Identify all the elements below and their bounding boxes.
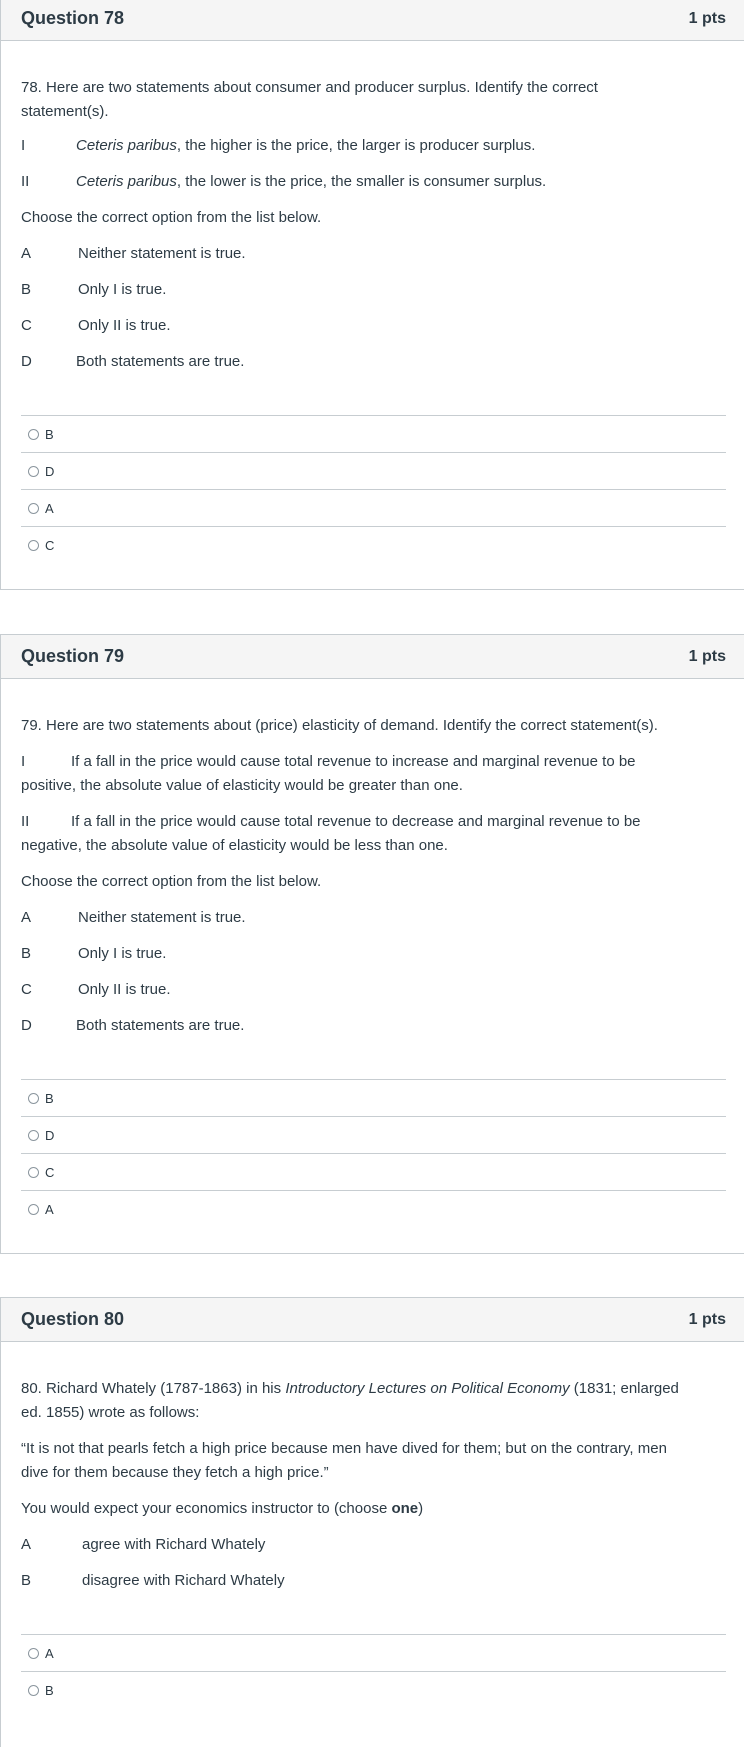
expect-instruction: You would expect your economics instructor to (choose one) — [21, 1500, 424, 1517]
question-78 — [0, 0, 744, 590]
option-text: Both statements are true. — [76, 353, 245, 370]
option-text: Neither statement is true. — [78, 909, 246, 926]
answer-list — [21, 415, 726, 563]
answer-label: A — [45, 1201, 54, 1217]
option-letter: A — [21, 245, 32, 262]
radio-button[interactable] — [28, 429, 39, 440]
question-points: 1 pts — [688, 647, 726, 665]
radio-button[interactable] — [28, 1648, 39, 1659]
answer-label: D — [45, 1127, 55, 1143]
question-prompt: 78. Here are two statements about consumer and producer surplus. Identify the correct statement(s). — [21, 79, 598, 120]
answer-list — [21, 1079, 726, 1227]
answer-label: A — [45, 1645, 54, 1661]
statement-1-text: Ceteris paribus, the higher is the price, the larger is producer surplus. — [76, 137, 536, 154]
answer-option-b[interactable] — [21, 1079, 726, 1116]
answer-option-b[interactable] — [21, 1671, 726, 1708]
option-letter: B — [21, 1572, 32, 1589]
quote-line-1: “It is not that pearls fetch a high price because men have dived for them; but on the contrary, men — [21, 1440, 667, 1457]
choose-instruction: Choose the correct option from the list below. — [21, 209, 322, 226]
option-text: Only I is true. — [78, 281, 167, 298]
option-letter: A — [21, 1536, 32, 1553]
statement-1-line-2: positive, the absolute value of elasticity would be greater than one. — [21, 777, 463, 794]
quote-line-2: dive for them because they fetch a high price.” — [21, 1464, 329, 1481]
question-header — [1, 1298, 744, 1342]
question-points: 1 pts — [688, 1310, 726, 1328]
question-80 — [0, 1297, 744, 1747]
statement-2-line-1: If a fall in the price would cause total revenue to decrease and marginal revenue to be — [71, 813, 641, 830]
option-letter: B — [21, 281, 32, 298]
radio-button[interactable] — [28, 1130, 39, 1141]
option-text: Only II is true. — [78, 317, 171, 334]
question-header — [1, 0, 744, 41]
answer-label: C — [45, 1164, 55, 1180]
answer-label: B — [45, 426, 54, 442]
option-letter: B — [21, 945, 32, 962]
statement-1-line-1: If a fall in the price would cause total revenue to increase and marginal revenue to be — [71, 753, 636, 770]
answer-option-a[interactable] — [21, 489, 726, 526]
question-title: Question 80 — [21, 1309, 125, 1329]
option-letter: C — [21, 317, 32, 334]
radio-button[interactable] — [28, 1204, 39, 1215]
answer-label: D — [45, 463, 55, 479]
question-points: 1 pts — [688, 9, 726, 27]
statement-2-line-2: negative, the absolute value of elasticity would be less than one. — [21, 837, 448, 854]
option-letter: C — [21, 981, 32, 998]
option-letter: D — [21, 1017, 32, 1034]
answer-label: B — [45, 1090, 54, 1106]
radio-button[interactable] — [28, 1093, 39, 1104]
question-79 — [0, 634, 744, 1254]
answer-option-d[interactable] — [21, 1116, 726, 1153]
option-text: Only I is true. — [78, 945, 167, 962]
option-text: Neither statement is true. — [78, 245, 246, 262]
radio-button[interactable] — [28, 466, 39, 477]
question-title: Question 78 — [21, 8, 125, 28]
choose-instruction: Choose the correct option from the list below. — [21, 873, 322, 890]
answer-label: A — [45, 500, 54, 516]
statement-2-number: II — [21, 813, 30, 830]
answer-option-d[interactable] — [21, 452, 726, 489]
question-prompt-line-1: 80. Richard Whately (1787-1863) in his Introductory Lectures on Political Economy (1831; enlarged — [21, 1380, 679, 1397]
answer-option-a[interactable] — [21, 1190, 726, 1227]
question-title: Question 79 — [21, 646, 125, 666]
option-letter: D — [21, 353, 32, 370]
option-text: disagree with Richard Whately — [82, 1572, 285, 1589]
answer-option-b[interactable] — [21, 415, 726, 452]
radio-button[interactable] — [28, 503, 39, 514]
answer-list — [21, 1634, 726, 1708]
radio-button[interactable] — [28, 540, 39, 551]
radio-button[interactable] — [28, 1685, 39, 1696]
question-prompt-line-2: ed. 1855) wrote as follows: — [21, 1404, 200, 1421]
answer-option-a[interactable] — [21, 1634, 726, 1671]
statement-1-number: I — [21, 753, 26, 770]
question-prompt: 79. Here are two statements about (price) elasticity of demand. Identify the correct statement(s). — [21, 717, 658, 734]
answer-label: C — [45, 537, 55, 553]
option-text: agree with Richard Whately — [82, 1536, 266, 1553]
answer-option-c[interactable] — [21, 526, 726, 563]
option-text: Only II is true. — [78, 981, 171, 998]
statement-1-number: I — [21, 137, 26, 154]
option-letter: A — [21, 909, 32, 926]
statement-2-number: II — [21, 173, 30, 190]
answer-option-c[interactable] — [21, 1153, 726, 1190]
radio-button[interactable] — [28, 1167, 39, 1178]
answer-label: B — [45, 1682, 54, 1698]
statement-2-text: Ceteris paribus, the lower is the price, the smaller is consumer surplus. — [76, 173, 547, 190]
option-text: Both statements are true. — [76, 1017, 245, 1034]
question-header — [1, 635, 744, 679]
